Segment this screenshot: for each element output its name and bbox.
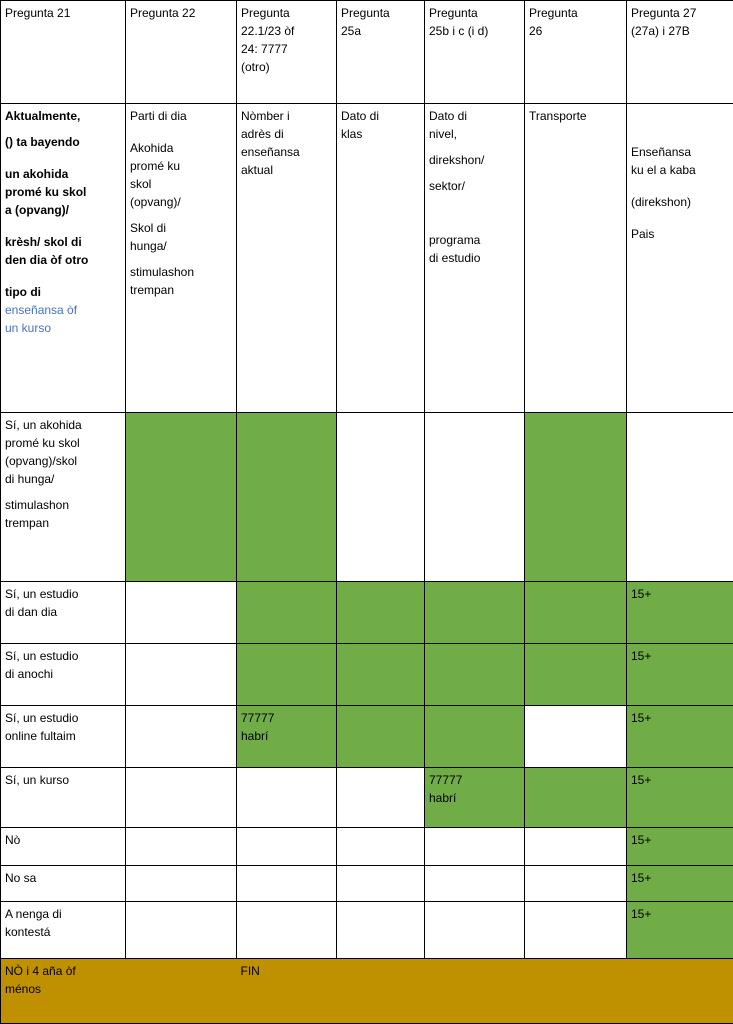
row-label: Sí, un estudio di anochi — [1, 643, 126, 705]
green-cell — [337, 582, 425, 644]
empty-cell — [337, 827, 425, 865]
empty-cell — [237, 827, 337, 865]
age-note: 15+ — [627, 866, 733, 901]
empty-cell — [126, 866, 237, 901]
row-estudio-anochi — [1, 643, 733, 705]
empty-cell — [237, 768, 337, 828]
footer-row — [1, 959, 733, 1024]
empty-cell — [126, 705, 237, 768]
age-note: 15+ — [627, 582, 733, 644]
empty-cell — [525, 705, 627, 768]
row-label: Sí, un estudio online fultaim — [1, 705, 126, 768]
green-cell — [126, 413, 237, 582]
row-akohida — [1, 413, 733, 582]
header-q25a: Pregunta 25a — [337, 1, 425, 104]
footer-label: NÒ i 4 aña òf ménos — [1, 959, 126, 1024]
empty-cell — [425, 866, 525, 901]
header-q21: Pregunta 21 — [1, 1, 126, 104]
header-row — [1, 1, 733, 104]
header-q27: Pregunta 27 (27a) i 27B — [627, 1, 733, 104]
desc-nomber-adres: Nòmber i adrès di enseñansa aktual — [237, 104, 337, 413]
age-note: 15+ — [627, 705, 733, 768]
description-row — [1, 104, 733, 413]
desc-dato-di-klas: Dato di klas — [337, 104, 425, 413]
green-cell — [237, 582, 337, 644]
header-q25b: Pregunta 25b i c (i d) — [425, 1, 525, 104]
row-nenga-di-kontesta — [1, 901, 733, 959]
row-no-sa — [1, 866, 733, 901]
row-estudio-online — [1, 705, 733, 768]
row-label: Nò — [1, 827, 126, 865]
green-cell: 77777 habrí — [237, 705, 337, 768]
desc-dato-di-nivel: Dato di nivel, direkshon/ sektor/ programa di estudio — [425, 104, 525, 413]
empty-cell — [337, 866, 425, 901]
age-note: 15+ — [627, 827, 733, 865]
empty-cell — [237, 866, 337, 901]
green-cell — [525, 768, 627, 828]
row-label: No sa — [1, 866, 126, 901]
row-label: Sí, un akohida promé ku skol (opvang)/skol di hunga/ stimulashon trempan — [1, 413, 126, 582]
header-q22-1: Pregunta 22.1/23 òf 24: 7777 (otro) — [237, 1, 337, 104]
row-label: Sí, un kurso — [1, 768, 126, 828]
empty-cell — [237, 901, 337, 959]
green-cell: 77777 habrí — [425, 768, 525, 828]
green-cell — [337, 643, 425, 705]
green-cell — [425, 643, 525, 705]
empty-cell — [126, 768, 237, 828]
age-note: 15+ — [627, 768, 733, 828]
header-q22: Pregunta 22 — [126, 1, 237, 104]
green-cell — [425, 582, 525, 644]
empty-cell — [126, 643, 237, 705]
empty-cell — [525, 901, 627, 959]
desc-ensenansa-pais: Enseñansa ku el a kaba (direkshon) Pais — [627, 104, 733, 413]
desc-transporte: Transporte — [525, 104, 627, 413]
empty-cell — [425, 827, 525, 865]
empty-cell — [425, 901, 525, 959]
green-cell — [237, 413, 337, 582]
empty-cell — [126, 901, 237, 959]
green-cell — [425, 705, 525, 768]
empty-cell — [126, 582, 237, 644]
green-cell — [237, 643, 337, 705]
age-note: 15+ — [627, 643, 733, 705]
desc-parti-di-dia: Parti di dia Akohida promé ku skol (opvang)/ Skol di hunga/ stimulashon trempan — [126, 104, 237, 413]
empty-cell — [337, 413, 425, 582]
green-cell — [337, 705, 425, 768]
footer-fill — [126, 959, 237, 1024]
empty-cell — [525, 827, 627, 865]
green-cell — [525, 643, 627, 705]
header-q26: Pregunta 26 — [525, 1, 627, 104]
empty-cell — [525, 866, 627, 901]
age-note: 15+ — [627, 901, 733, 959]
desc-question-cell: Aktualmente, () ta bayendo un akohida promé ku skol a (opvang)/ krèsh/ skol di den dia òf otro tipo di enseñansa òf un kurso — [1, 104, 126, 413]
row-kurso — [1, 768, 733, 828]
empty-cell — [627, 413, 733, 582]
row-estudio-dia — [1, 582, 733, 644]
green-cell — [525, 413, 627, 582]
green-cell — [525, 582, 627, 644]
row-label: Sí, un estudio di dan dia — [1, 582, 126, 644]
footer-fin: FIN — [237, 959, 733, 1024]
empty-cell — [337, 901, 425, 959]
row-no — [1, 827, 733, 865]
empty-cell — [425, 413, 525, 582]
empty-cell — [126, 827, 237, 865]
empty-cell — [337, 768, 425, 828]
row-label: A nenga di kontestá — [1, 901, 126, 959]
